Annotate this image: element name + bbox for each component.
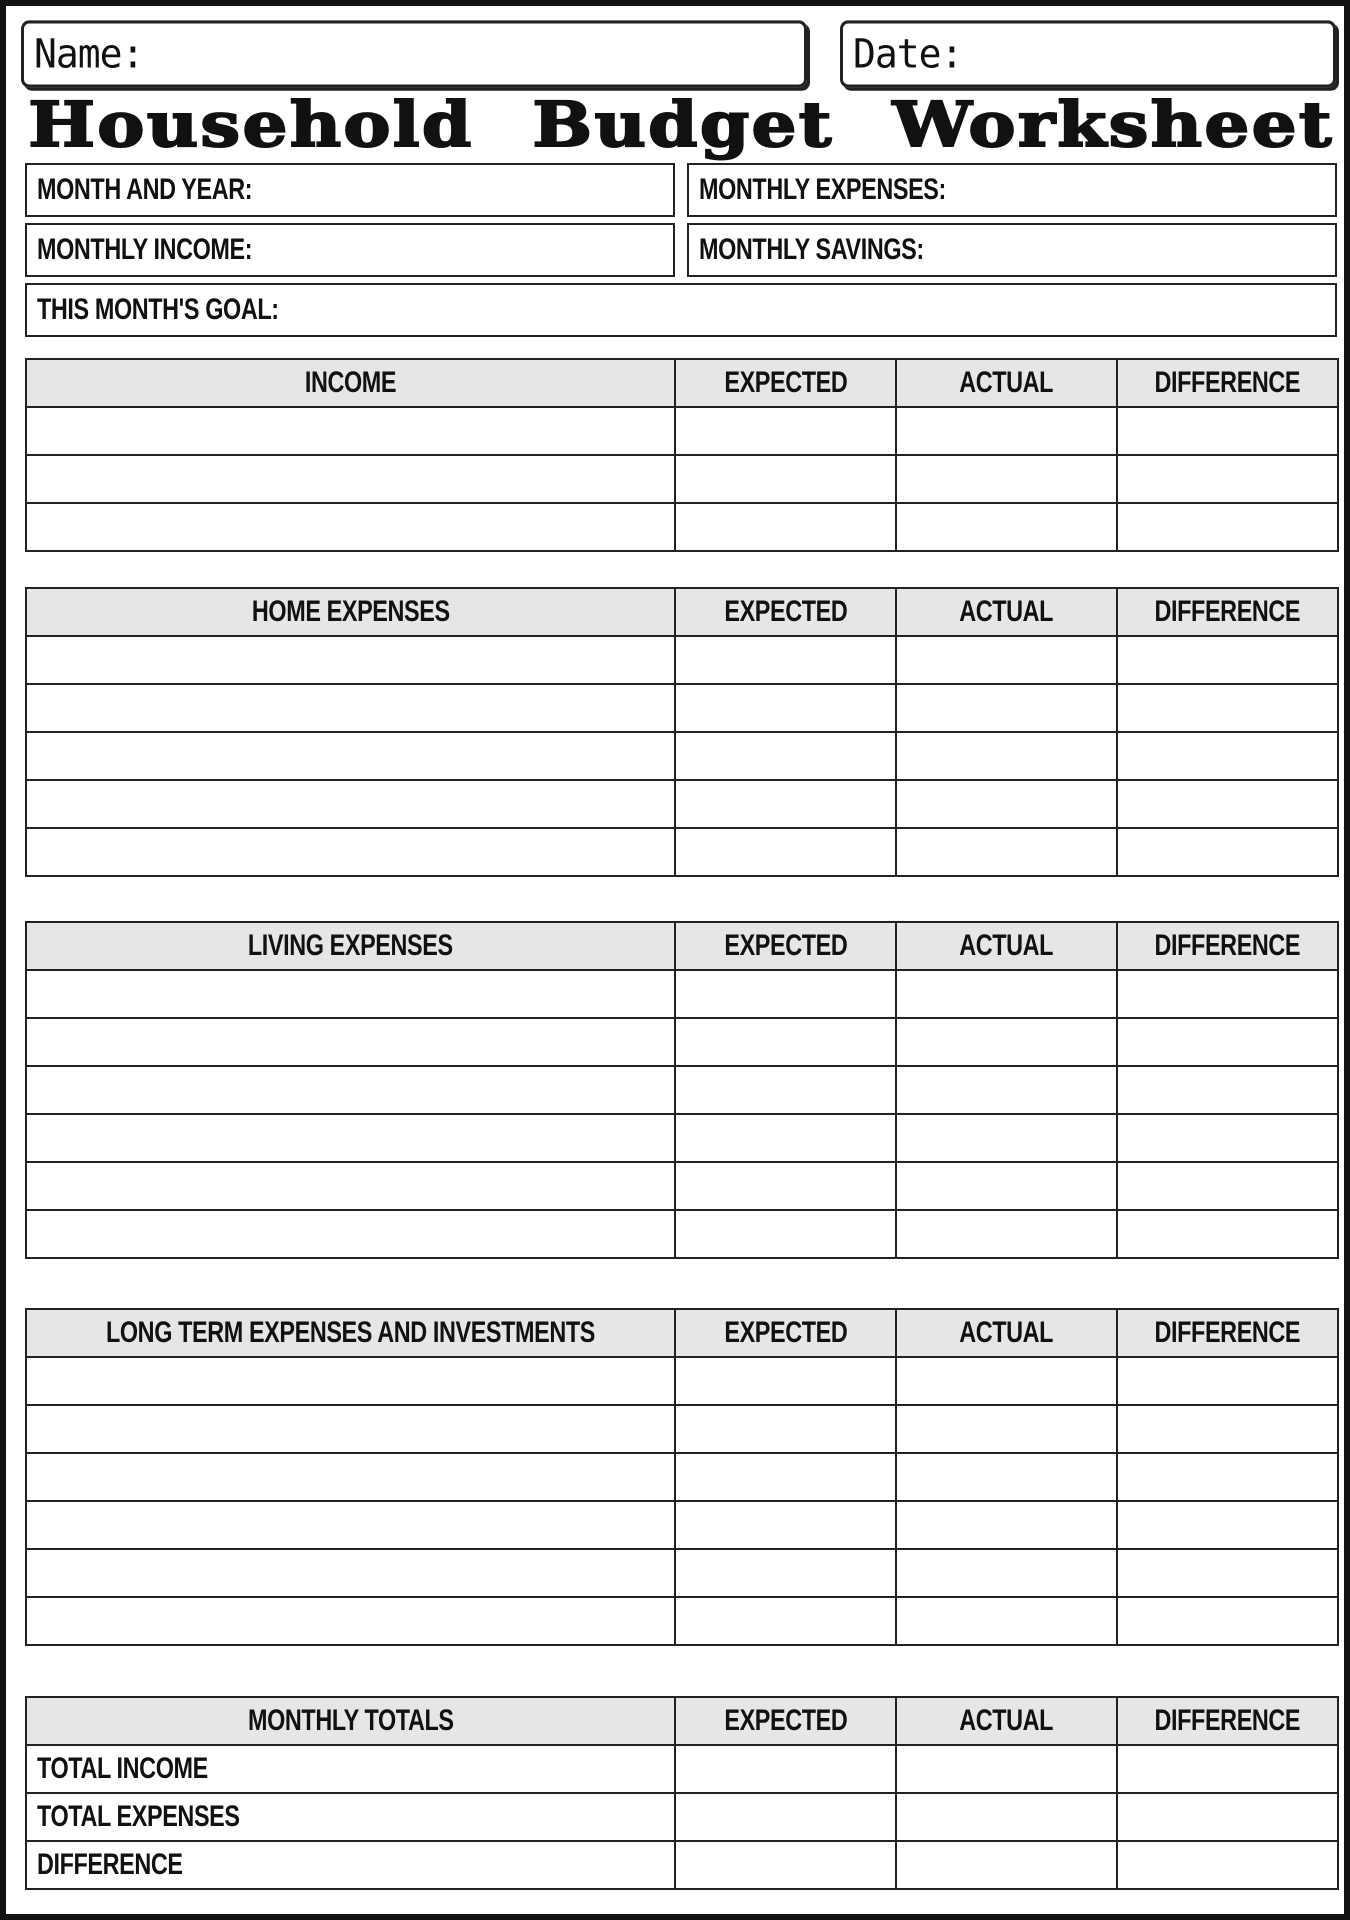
- actual-cell[interactable]: [896, 1597, 1117, 1645]
- expected-cell[interactable]: [675, 1066, 896, 1114]
- table-row: [26, 455, 1338, 503]
- actual-cell[interactable]: [896, 828, 1117, 876]
- entry-item-cell[interactable]: [26, 1066, 675, 1114]
- totals-row: [26, 1793, 1338, 1841]
- total-expenses-label: TOTAL EXPENSES: [26, 1793, 675, 1841]
- expected-cell[interactable]: [675, 684, 896, 732]
- difference-cell[interactable]: [1117, 1597, 1338, 1645]
- expected-cell[interactable]: [675, 1114, 896, 1162]
- expected-cell[interactable]: [675, 1018, 896, 1066]
- expected-cell[interactable]: [675, 1549, 896, 1597]
- expected-cell[interactable]: [675, 636, 896, 684]
- difference-label: DIFFERENCE: [26, 1841, 675, 1889]
- actual-cell[interactable]: [896, 1501, 1117, 1549]
- monthly-savings-field[interactable]: [687, 223, 1337, 277]
- difference-header: DIFFERENCE: [1117, 359, 1338, 407]
- expected-cell[interactable]: [675, 1357, 896, 1405]
- table-row: [26, 1162, 1338, 1210]
- difference-cell[interactable]: [1117, 1405, 1338, 1453]
- actual-cell[interactable]: [896, 732, 1117, 780]
- month-year-label: MONTH AND YEAR:: [37, 173, 253, 206]
- table-row: [26, 1597, 1338, 1645]
- actual-cell[interactable]: [896, 636, 1117, 684]
- expected-cell[interactable]: [675, 1841, 896, 1889]
- difference-cell[interactable]: [1117, 1453, 1338, 1501]
- entry-item-cell[interactable]: [26, 780, 675, 828]
- entry-item-cell[interactable]: [26, 407, 675, 455]
- expected-cell[interactable]: [675, 780, 896, 828]
- difference-header: DIFFERENCE: [1117, 588, 1338, 636]
- page-title: Household Budget Worksheet: [28, 88, 1334, 161]
- entry-item-cell[interactable]: [26, 455, 675, 503]
- table-row: [26, 732, 1338, 780]
- expected-cell[interactable]: [675, 1210, 896, 1258]
- actual-cell[interactable]: [896, 1357, 1117, 1405]
- difference-cell[interactable]: [1117, 1210, 1338, 1258]
- actual-cell[interactable]: [896, 684, 1117, 732]
- expected-cell[interactable]: [675, 407, 896, 455]
- difference-cell[interactable]: [1117, 732, 1338, 780]
- actual-header: ACTUAL: [896, 1309, 1117, 1357]
- entry-item-cell[interactable]: [26, 684, 675, 732]
- difference-cell[interactable]: [1117, 1549, 1338, 1597]
- entry-item-cell[interactable]: [26, 1210, 675, 1258]
- entry-item-cell[interactable]: [26, 1549, 675, 1597]
- entry-item-cell[interactable]: [26, 828, 675, 876]
- actual-cell[interactable]: [896, 407, 1117, 455]
- actual-cell[interactable]: [896, 1066, 1117, 1114]
- monthly-income-label: MONTHLY INCOME:: [37, 233, 253, 266]
- expected-header: EXPECTED: [675, 1697, 896, 1745]
- difference-cell[interactable]: [1117, 828, 1338, 876]
- expected-header: EXPECTED: [675, 922, 896, 970]
- date-field[interactable]: [840, 20, 1336, 87]
- expected-header: EXPECTED: [675, 588, 896, 636]
- monthly-totals-header: MONTHLY TOTALS: [26, 1697, 675, 1745]
- difference-header: DIFFERENCE: [1117, 922, 1338, 970]
- expected-cell[interactable]: [675, 455, 896, 503]
- difference-header: DIFFERENCE: [1117, 1309, 1338, 1357]
- actual-header: ACTUAL: [896, 359, 1117, 407]
- expected-cell[interactable]: [675, 1162, 896, 1210]
- expected-cell[interactable]: [675, 1405, 896, 1453]
- difference-cell[interactable]: [1117, 455, 1338, 503]
- monthly-expenses-field[interactable]: [687, 163, 1337, 217]
- long-term-expenses-header: LONG TERM EXPENSES AND INVESTMENTS: [26, 1309, 675, 1357]
- actual-cell[interactable]: [896, 503, 1117, 551]
- entry-item-cell[interactable]: [26, 1597, 675, 1645]
- difference-cell[interactable]: [1117, 1793, 1338, 1841]
- name-label: Name:: [34, 30, 144, 78]
- table-row: [26, 407, 1338, 455]
- entry-item-cell[interactable]: [26, 1357, 675, 1405]
- difference-cell[interactable]: [1117, 684, 1338, 732]
- difference-cell[interactable]: [1117, 1162, 1338, 1210]
- actual-cell[interactable]: [896, 1841, 1117, 1889]
- difference-cell[interactable]: [1117, 1357, 1338, 1405]
- monthly-goal-field[interactable]: [25, 283, 1337, 337]
- difference-cell[interactable]: [1117, 1501, 1338, 1549]
- expected-cell[interactable]: [675, 503, 896, 551]
- entry-item-cell[interactable]: [26, 732, 675, 780]
- expected-cell[interactable]: [675, 828, 896, 876]
- expected-header: EXPECTED: [675, 1309, 896, 1357]
- actual-cell[interactable]: [896, 1162, 1117, 1210]
- entry-item-cell[interactable]: [26, 636, 675, 684]
- table-row: [26, 1210, 1338, 1258]
- expected-cell[interactable]: [675, 970, 896, 1018]
- living-expenses-table: [25, 921, 1339, 1259]
- name-field[interactable]: [21, 20, 807, 87]
- month-year-field[interactable]: [25, 163, 675, 217]
- actual-cell[interactable]: [896, 1745, 1117, 1793]
- entry-item-cell[interactable]: [26, 1162, 675, 1210]
- actual-cell[interactable]: [896, 1405, 1117, 1453]
- table-row: [26, 1114, 1338, 1162]
- difference-cell[interactable]: [1117, 1745, 1338, 1793]
- entry-item-cell[interactable]: [26, 503, 675, 551]
- date-label: Date:: [853, 30, 963, 78]
- actual-cell[interactable]: [896, 1549, 1117, 1597]
- table-row: [26, 1549, 1338, 1597]
- actual-cell[interactable]: [896, 1793, 1117, 1841]
- monthly-income-field[interactable]: [25, 223, 675, 277]
- table-row: [26, 1501, 1338, 1549]
- totals-row: [26, 1841, 1338, 1889]
- entry-item-cell[interactable]: [26, 1018, 675, 1066]
- difference-header: DIFFERENCE: [1117, 1697, 1338, 1745]
- difference-cell[interactable]: [1117, 1841, 1338, 1889]
- difference-cell[interactable]: [1117, 503, 1338, 551]
- entry-item-cell[interactable]: [26, 1453, 675, 1501]
- expected-cell[interactable]: [675, 1793, 896, 1841]
- expected-cell[interactable]: [675, 1597, 896, 1645]
- actual-header: ACTUAL: [896, 1697, 1117, 1745]
- expected-cell[interactable]: [675, 1501, 896, 1549]
- entry-item-cell[interactable]: [26, 1114, 675, 1162]
- difference-cell[interactable]: [1117, 780, 1338, 828]
- home-expenses-table: [25, 587, 1339, 877]
- monthly-totals-table: [25, 1696, 1339, 1890]
- income-header: INCOME: [26, 359, 675, 407]
- totals-row: [26, 1745, 1338, 1793]
- table-row: [26, 780, 1338, 828]
- table-row: [26, 636, 1338, 684]
- expected-header: EXPECTED: [675, 359, 896, 407]
- monthly-expenses-label: MONTHLY EXPENSES:: [699, 173, 946, 206]
- actual-cell[interactable]: [896, 455, 1117, 503]
- table-row: [26, 1357, 1338, 1405]
- actual-cell[interactable]: [896, 970, 1117, 1018]
- table-row: [26, 1018, 1338, 1066]
- actual-cell[interactable]: [896, 780, 1117, 828]
- difference-cell[interactable]: [1117, 407, 1338, 455]
- home-expenses-header: HOME EXPENSES: [26, 588, 675, 636]
- table-row: [26, 1405, 1338, 1453]
- actual-cell[interactable]: [896, 1018, 1117, 1066]
- actual-cell[interactable]: [896, 1453, 1117, 1501]
- actual-header: ACTUAL: [896, 922, 1117, 970]
- monthly-goal-label: THIS MONTH'S GOAL:: [37, 293, 279, 326]
- entry-item-cell[interactable]: [26, 1501, 675, 1549]
- table-row: [26, 684, 1338, 732]
- expected-cell[interactable]: [675, 732, 896, 780]
- income-table: [25, 358, 1339, 552]
- entry-item-cell[interactable]: [26, 970, 675, 1018]
- difference-cell[interactable]: [1117, 1018, 1338, 1066]
- table-row: [26, 828, 1338, 876]
- long-term-expenses-table: [25, 1308, 1339, 1646]
- table-row: [26, 970, 1338, 1018]
- actual-cell[interactable]: [896, 1210, 1117, 1258]
- table-row: [26, 1066, 1338, 1114]
- table-row: [26, 503, 1338, 551]
- actual-cell[interactable]: [896, 1114, 1117, 1162]
- difference-cell[interactable]: [1117, 636, 1338, 684]
- table-row: [26, 1453, 1338, 1501]
- difference-cell[interactable]: [1117, 1066, 1338, 1114]
- actual-header: ACTUAL: [896, 588, 1117, 636]
- difference-cell[interactable]: [1117, 970, 1338, 1018]
- monthly-savings-label: MONTHLY SAVINGS:: [699, 233, 924, 266]
- expected-cell[interactable]: [675, 1745, 896, 1793]
- total-income-label: TOTAL INCOME: [26, 1745, 675, 1793]
- expected-cell[interactable]: [675, 1453, 896, 1501]
- living-expenses-header: LIVING EXPENSES: [26, 922, 675, 970]
- difference-cell[interactable]: [1117, 1114, 1338, 1162]
- entry-item-cell[interactable]: [26, 1405, 675, 1453]
